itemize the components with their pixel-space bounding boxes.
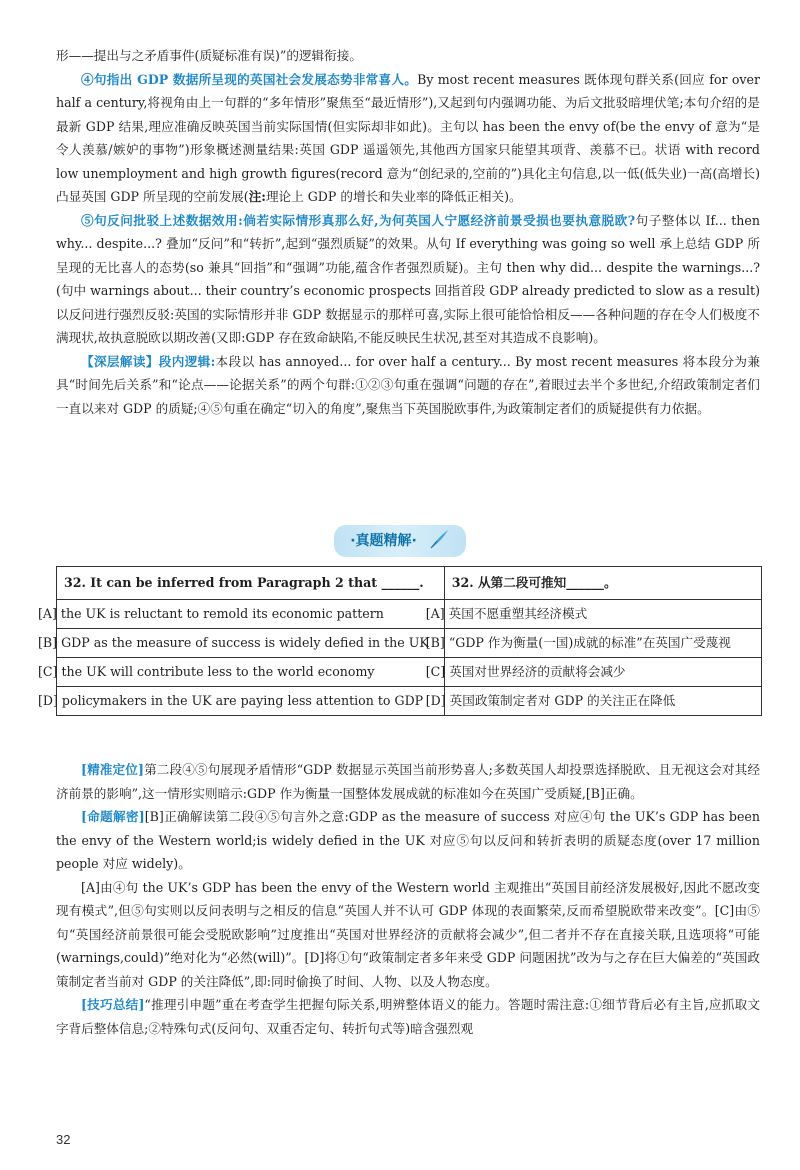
paragraph-skill — [56, 993, 760, 1040]
analysis-text — [56, 758, 760, 1040]
s5-body: 句子整体以 If... then why... despite...? 叠加“反问”和“转折”,起到“强烈质疑”的效果。从句 If everything was going so well 承上总结 GDP 所呈现的无比喜人的态势(so 兼具“回指”和“强调”功能,蕴含作者强烈质疑)。主句 then why did... despite the warnings...?(句中 warnings about... their country’s economic prospects 回指首段 GDP already predicted to slow as a result)以反问进行强烈反驳:英国的实际情形并非 GDP 数据显示的那样可喜,实际上很可能恰恰相反——各种问题的存在令人们极度不满现状,故执意脱欧以期改善(又即:GDP 存在致命缺陷,不能反映民生状况,甚至对其造成不良影响)。 — [56, 212, 760, 345]
option-c-zh: [C] 英国对世界经济的贡献将会减少 — [444, 658, 761, 687]
option-d-zh: [D] 英国政策制定者对 GDP 的关注正在降低 — [444, 687, 761, 716]
paragraph-deep — [56, 350, 760, 421]
option-d-en: [D] policymakers in the UK are paying less attention to GDP — [57, 687, 445, 716]
position-body: 第二段④⑤句展现矛盾情形“GDP 数据显示英国当前形势喜人;多数英国人却投票选择脱欧、且无视这会对其经济前景的影响”,这一情形实则暗示:GDP 作为衡量一国整体发展成就的标准如今在英国广受质疑,[B]正确。 — [56, 762, 760, 801]
position-tag: [精准定位] — [81, 762, 144, 777]
decode-tag: [命题解密] — [81, 809, 145, 824]
paragraph-top: 形——提出与之矛盾事件(质疑标准有误)”的逻辑衔接。 — [56, 48, 362, 63]
deep-body: 本段以 has annoyed... for over half a century... By most recent measures 将本段分为兼具“时间先后关系”和“论点——论据关系”的两个句群:①②③句重在强调“问题的存在”,着眼过去半个多世纪,介绍政策制定者们一直以来对 GDP 的质疑;④⑤句重在确定“切入的角度”,聚焦当下英国脱欧事件,为政策制定者们的质疑提供有力依据。 — [56, 353, 760, 416]
banner-label — [334, 525, 466, 557]
paragraph-position — [56, 758, 760, 805]
quill-pen-icon — [428, 528, 450, 554]
page-number: 32 — [56, 1132, 71, 1147]
option-row — [57, 629, 762, 658]
paragraph-wrong-options: [A]由④句 the UK’s GDP has been the envy of the Western world 主观推出“英国目前经济发展极好,因此不愿改变现有模式”,但⑤句实则以反问表明与之相反的信息“英国人并不认可 GDP 体现的表面繁荣,反而希望脱欧带来改变”。[C]由⑤句“英国经济前景很可能会受脱欧影响”过度推出“英国对世界经济的贡献将会减少”,但二者并不存在直接关联,且选项将“可能(warnings,could)”绝对化为“必然(will)”。[D]将①句“政策制定者多年来受 GDP 问题困扰”改为与之存在巨大偏差的“英国政策制定者当前对 GDP 的关注降低”,即:同时偷换了时间、人物、以及人物态度。 — [56, 879, 760, 989]
question-table — [38, 566, 762, 716]
option-b-en: [B] GDP as the measure of success is widely defied in the UK — [57, 629, 445, 658]
option-a-zh: [A] 英国不愿重塑其经济模式 — [444, 600, 761, 629]
banner-text: ·真题精解· — [350, 533, 417, 549]
question-stem-row — [57, 567, 762, 600]
option-c-en: [C] the UK will contribute less to the world economy — [57, 658, 445, 687]
option-row — [57, 600, 762, 629]
skill-tag: [技巧总结] — [81, 997, 145, 1012]
deep-tag: 【深层解读】段内逻辑: — [81, 353, 216, 369]
option-row — [57, 658, 762, 687]
paragraph-s4 — [56, 68, 760, 209]
option-a-en: [A] the UK is reluctant to remold its economic pattern — [57, 600, 445, 629]
skill-body: “推理引申题”重在考查学生把握句际关系,明辨整体语义的能力。答题时需注意:①细节背后必有主旨,应抓取文字背后整体信息;②特殊句式(反问句、双重否定句、转折句式等)暗含强烈观 — [56, 997, 760, 1036]
decode-body: [B]正确解读第二段④⑤句言外之意:GDP as the measure of success 对应④句 the UK’s GDP has been the envy of the Western world;is widely defied in the UK 对应⑤句以反问和转折表明的质疑态度(over 17 million people 对应 widely)。 — [56, 809, 760, 871]
option-b-zh: [B] “GDP 作为衡量(一国)成就的标准”在英国广受蔑视 — [444, 629, 761, 658]
s4-heading: ④句指出 GDP 数据所呈现的英国社会发展态势非常喜人。 — [81, 71, 418, 87]
option-row — [57, 687, 762, 716]
s4-body: By most recent measures 既体现句群关系(回应 for over half a century,将视角由上一句群的“多年情形”聚焦至“最近情形”),又起到句内强调功能、为后文批驳暗埋伏笔;本句介绍的是最新 GDP 结果,理应准确反映英国当前实际国情(但实际却非如此)。主句以 has been the envy of(be the envy of 意为“是令人羡慕/嫉妒的事物”)形象概述测量结果:英国 GDP 遥遥领先,其他西方国家只能望其项背、羡慕不已。状语 with record low unemployment and high growth figures(record 意为“创纪录的,空前的”)具化主句信息,以一低(低失业)一高(高增长)凸显英国 GDP 所呈现的空前发展( — [56, 71, 760, 204]
s5-heading: ⑤句反问批驳上述数据效用:倘若实际情形真那么好,为何英国人宁愿经济前景受损也要执意脱欧? — [81, 212, 636, 228]
paragraph-decode — [56, 805, 760, 876]
paragraph-s5 — [56, 209, 760, 350]
question-stem-en: 32. It can be inferred from Paragraph 2 that ______. — [57, 567, 445, 600]
s4-note-label: 注: — [248, 189, 266, 204]
question-stem-zh: 32. 从第二段可推知______。 — [444, 567, 761, 600]
upper-text — [56, 44, 760, 420]
s4-note-text: 理论上 GDP 的增长和失业率的降低正相关)。 — [265, 189, 522, 204]
section-banner — [0, 524, 800, 558]
